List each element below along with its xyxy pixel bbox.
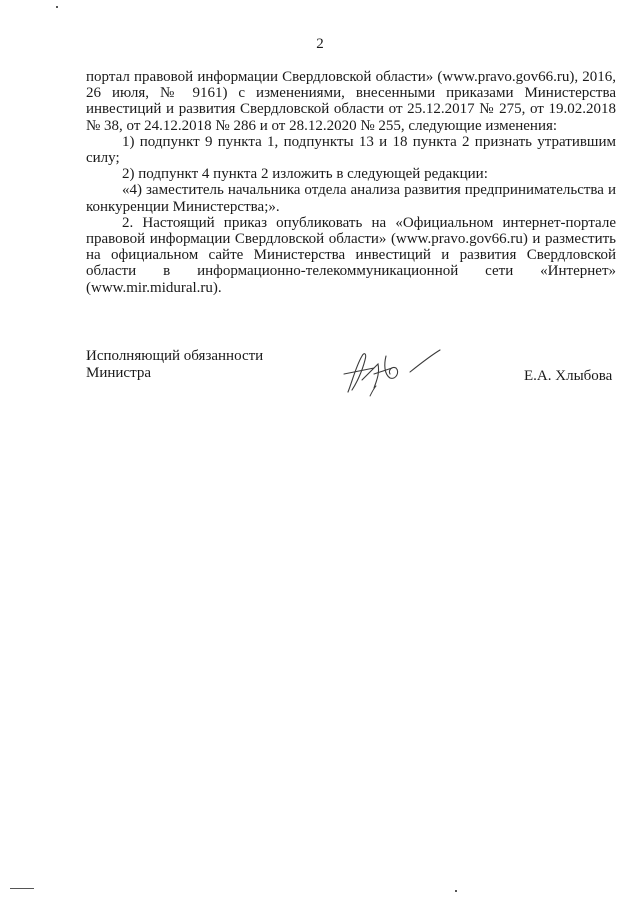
signatory-position-line1: Исполняющий обязанности [86, 348, 264, 364]
page-number: 2 [316, 36, 324, 52]
handwritten-signature [340, 344, 450, 400]
paragraph-continuation: портал правовой информации Свердловской области» (www.pravo.gov66.ru), 2016, 26 июля, № 9161) с изменениями, внесенными приказами Министерства инвестиций и развития Свердловской области от 25.12.2017 № 275, от 19.02.2018 № 38, от 24.12.2018 № 286 и от 28.12.2020 № 255, следующие изменения: [86, 69, 616, 134]
scan-artifact-bottom-line [10, 888, 34, 889]
paragraph-quoted-item: «4) заместитель начальника отдела анализа развития предпринимательства и конкуренции Министерства;». [86, 182, 616, 215]
paragraph-publication-url: (www.mir.midural.ru). [86, 279, 222, 296]
paragraph-item-2: 2) подпункт 4 пункта 2 изложить в следующей редакции: [122, 166, 488, 183]
scan-artifact-top [56, 6, 58, 8]
signatory-position [86, 348, 263, 382]
scan-artifact-bottom-dot [455, 890, 457, 892]
document-body [86, 69, 616, 296]
paragraph-publication: 2. Настоящий приказ опубликовать на «Официальном интернет-портале правовой информации Свердловской области» (www.pravo.gov66.ru) и разместить на официальном сайте Министерства инвестиций и развития Свердловской области в информационно-телекоммуникационной сети «Интернет» [86, 214, 616, 280]
signatory-position-line2: Министра [86, 365, 151, 381]
signatory-name: Е.А. Хлыбова [524, 368, 613, 384]
paragraph-item-1: 1) подпункт 9 пункта 1, подпункты 13 и 18 пункта 2 признать утратившим силу; [86, 133, 616, 167]
